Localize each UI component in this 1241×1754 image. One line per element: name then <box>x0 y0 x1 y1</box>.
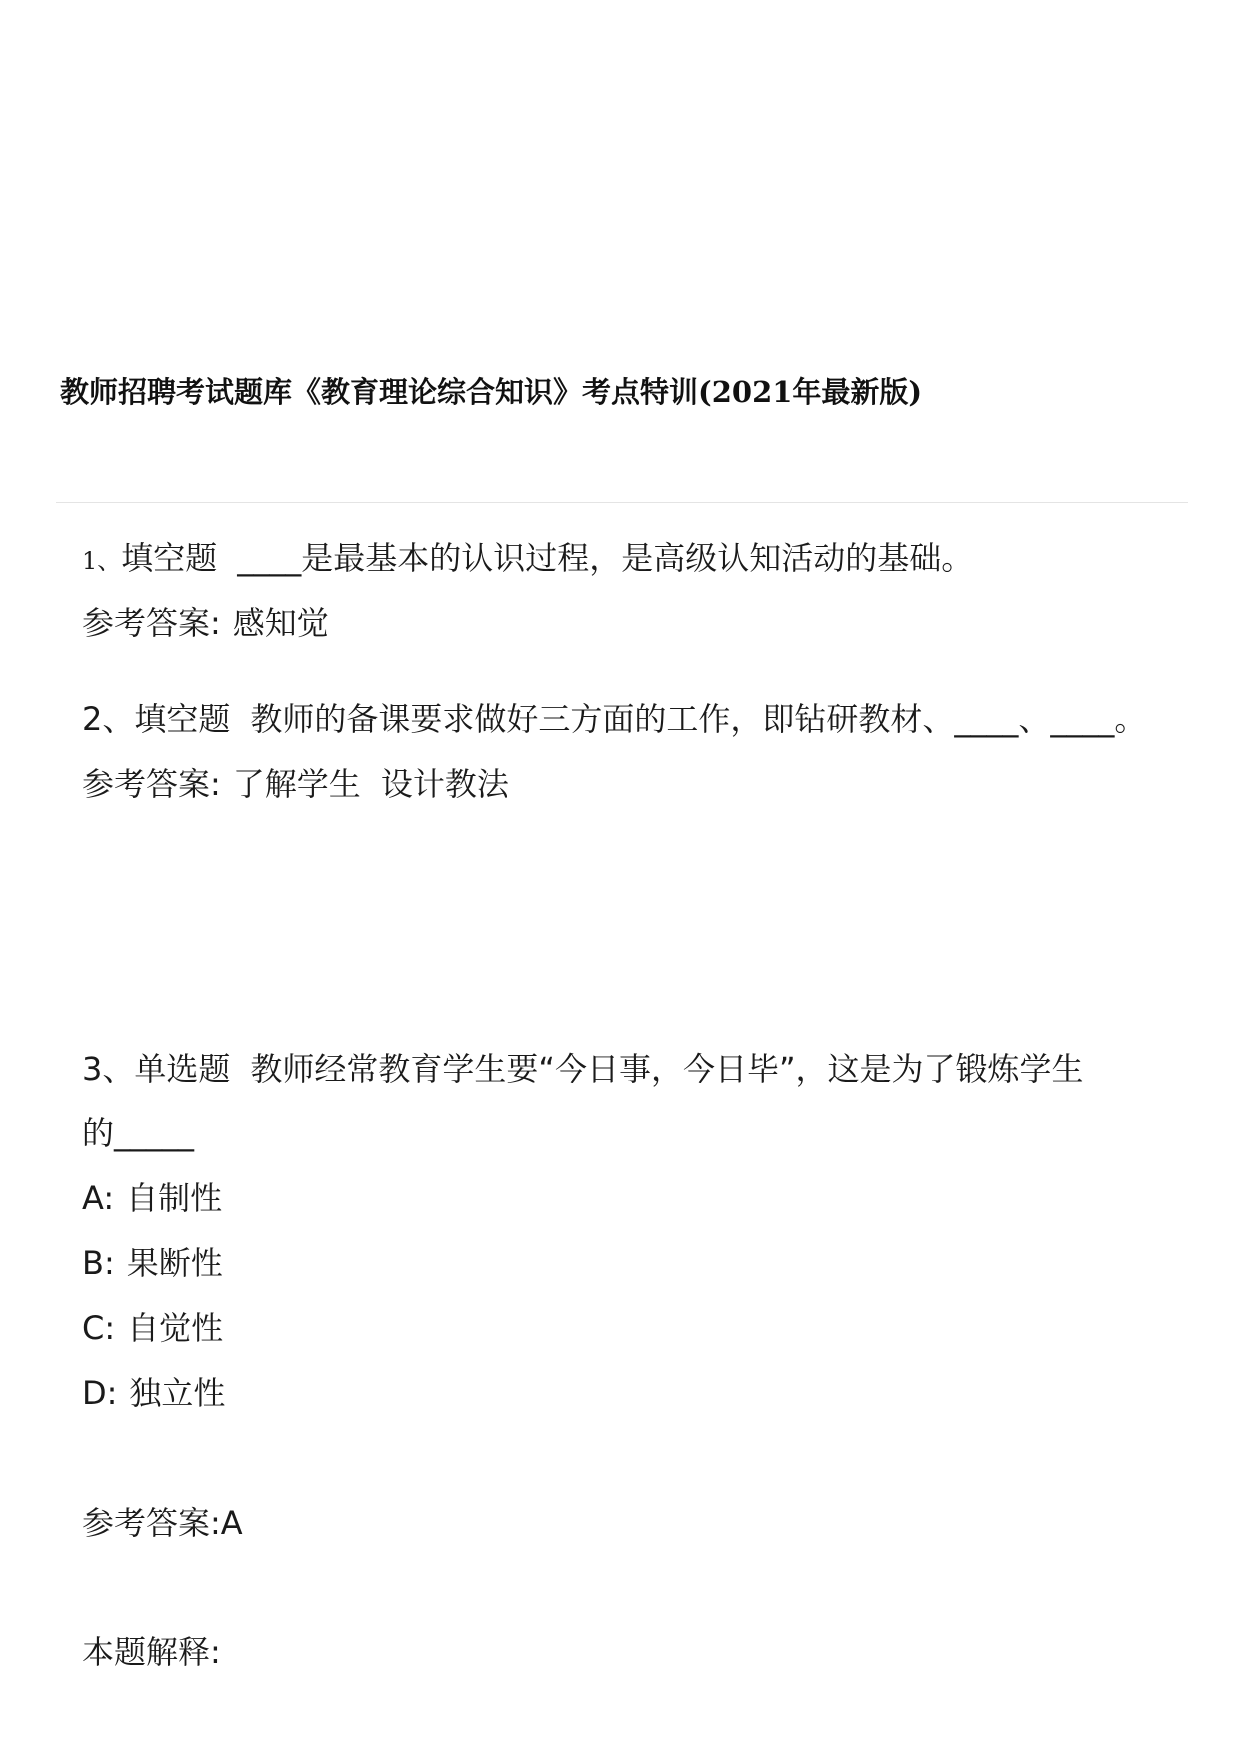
question-1-number: 1、 <box>82 547 122 575</box>
document-title: 教师招聘考试题库《教育理论综合知识》考点特训(2021年最新版) <box>60 375 923 409</box>
option-b-text: 果断性 <box>126 1244 223 1282</box>
title-divider <box>56 502 1188 503</box>
question-3-explanation-label: 本题解释: <box>82 1633 221 1671</box>
question-3-type: 单选题 <box>134 1050 231 1088</box>
option-a-letter: A: <box>82 1179 115 1217</box>
question-2-answer-part2: 设计教法 <box>380 765 509 803</box>
question-3-stem-line-2 <box>82 1111 194 1155</box>
question-2-number: 2、 <box>82 700 135 738</box>
question-3-stem-1: 教师经常教育学生要“今日事，今日毕”，这是为了锻炼学生 <box>250 1050 1084 1088</box>
option-a <box>82 1176 222 1220</box>
question-3-stem-line-1 <box>82 1047 1084 1091</box>
question-2-type: 填空题 <box>134 700 231 738</box>
question-2-answer-label: 参考答案: <box>82 765 221 803</box>
question-3-number: 3、 <box>82 1050 135 1088</box>
question-1-stem-line <box>82 536 973 583</box>
option-a-text: 自制性 <box>126 1179 223 1217</box>
option-c <box>82 1306 223 1350</box>
question-2-answer-line <box>82 762 509 806</box>
question-1-answer-label: 参考答案: <box>82 604 221 642</box>
question-1-stem: ____是最基本的认识过程，是高级认知活动的基础。 <box>237 539 974 577</box>
option-d-text: 独立性 <box>129 1374 226 1412</box>
option-d <box>82 1371 225 1415</box>
question-1-answer: 感知觉 <box>232 604 329 642</box>
option-d-letter: D: <box>82 1374 118 1412</box>
question-2-stem: 教师的备课要求做好三方面的工作，即钻研教材、____、____。 <box>250 700 1147 738</box>
question-3-answer-label: 参考答案: <box>82 1504 221 1542</box>
option-c-letter: C: <box>82 1309 116 1347</box>
question-3-answer-line <box>82 1501 243 1545</box>
question-3-answer: A <box>220 1504 243 1542</box>
option-b <box>82 1241 223 1285</box>
question-3-stem-2: 的_____ <box>82 1114 195 1152</box>
question-2-stem-line <box>82 697 1146 741</box>
question-2-answer-part1: 了解学生 <box>232 765 361 803</box>
option-c-text: 自觉性 <box>127 1309 224 1347</box>
question-1-answer-line <box>82 601 329 645</box>
question-1-type: 填空题 <box>121 539 218 577</box>
option-b-letter: B: <box>82 1244 115 1282</box>
